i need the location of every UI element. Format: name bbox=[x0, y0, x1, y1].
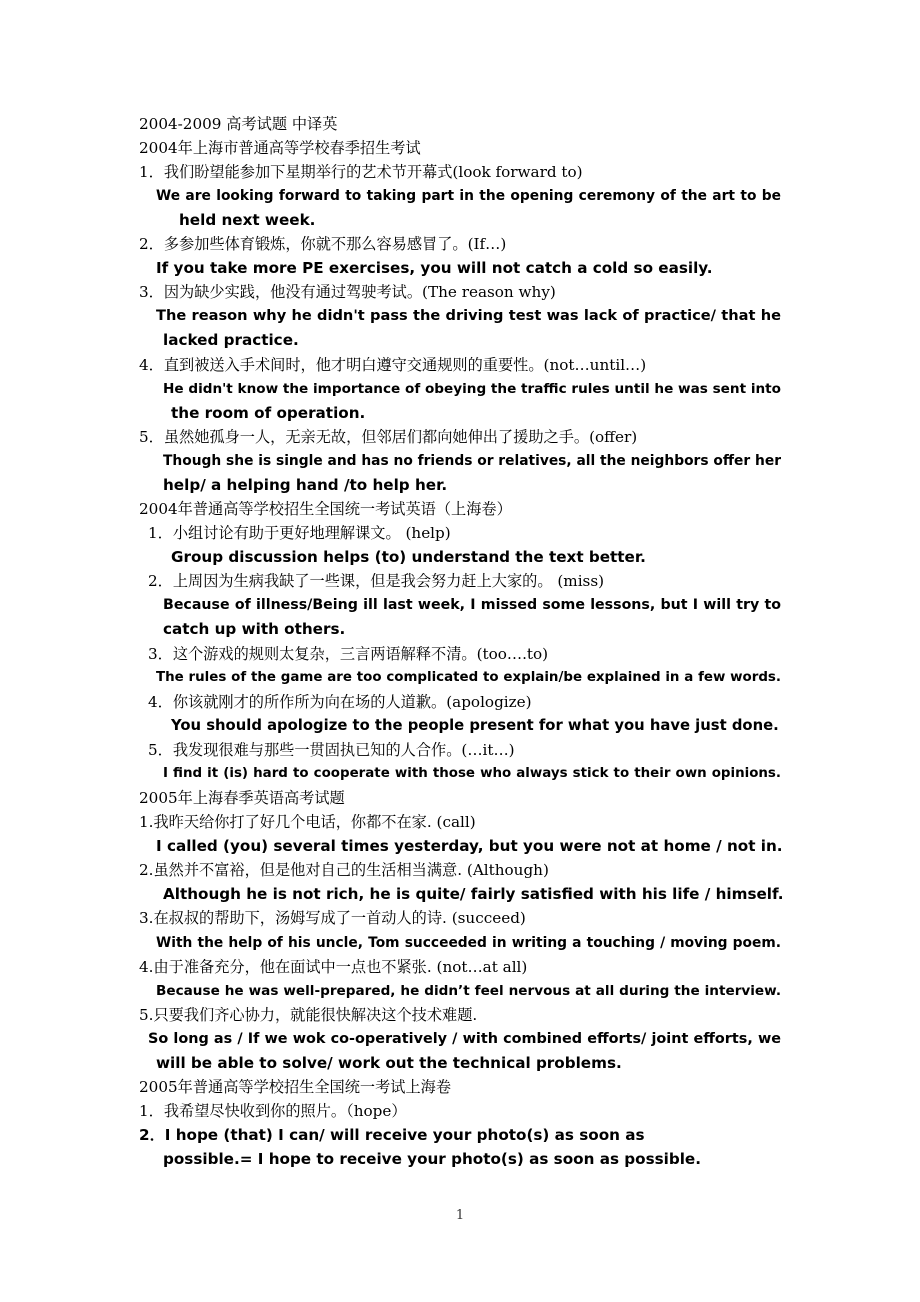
question-line: 3．因为缺少实践，他没有通过驾驶考试。(The reason why) bbox=[139, 283, 556, 301]
answer-line: held next week. bbox=[179, 211, 316, 229]
answer-line: Though she is single and has no friends or relatives, all the neighbors offer her bbox=[163, 453, 781, 469]
answer-line: lacked practice. bbox=[163, 331, 299, 349]
question-line: 5.只要我们齐心协力，就能很快解决这个技术难题. bbox=[139, 1006, 478, 1024]
document-title: 2004-2009 高考试题 中译英 bbox=[139, 115, 338, 133]
answer-line: possible.= I hope to receive your photo(s) as soon as possible. bbox=[163, 1150, 702, 1168]
section-heading: 2004年上海市普通高等学校春季招生考试 bbox=[139, 139, 421, 157]
answer-line: Group discussion helps (to) understand the text better. bbox=[171, 548, 646, 566]
section-heading: 2004年普通高等学校招生全国统一考试英语（上海卷） bbox=[139, 500, 512, 518]
answer-line: Although he is not rich, he is quite/ fairly satisfied with his life / himself. bbox=[163, 885, 784, 903]
answer-line: Because of illness/Being ill last week, I missed some lessons, but I will try to bbox=[163, 597, 781, 613]
question-line: 2.虽然并不富裕，但是他对自己的生活相当满意. (Although) bbox=[139, 861, 549, 879]
answer-line: 2．I hope (that) I can/ will receive your photo(s) as soon as bbox=[139, 1126, 645, 1144]
answer-line: help/ a helping hand /to help her. bbox=[163, 476, 448, 494]
question-line: 2．上周因为生病我缺了一些课，但是我会努力赶上大家的。 (miss) bbox=[148, 572, 605, 590]
answer-line: He didn't know the importance of obeying the traffic rules until he was sent into bbox=[163, 381, 781, 397]
answer-line: catch up with others. bbox=[163, 620, 346, 638]
section-heading: 2005年上海春季英语高考试题 bbox=[139, 789, 345, 807]
question-line: 4．直到被送入手术间时，他才明白遵守交通规则的重要性。(not…until…) bbox=[139, 356, 647, 374]
answer-line: With the help of his uncle, Tom succeeded in writing a touching / moving poem. bbox=[156, 935, 781, 951]
section-heading: 2005年普通高等学校招生全国统一考试上海卷 bbox=[139, 1078, 452, 1096]
answer-line: So long as / If we wok co-operatively / with combined efforts/ joint efforts, we bbox=[148, 1031, 781, 1047]
question-line: 1．我们盼望能参加下星期举行的艺术节开幕式(look forward to) bbox=[139, 163, 583, 181]
question-line: 1.我昨天给你打了好几个电话，你都不在家. (call) bbox=[139, 813, 476, 831]
answer-line: If you take more PE exercises, you will not catch a cold so easily. bbox=[156, 259, 713, 277]
answer-line: the room of operation. bbox=[171, 404, 366, 422]
answer-line: The rules of the game are too complicated to explain/be explained in a few words. bbox=[156, 670, 781, 685]
question-line: 1．我希望尽快收到你的照片。（hope） bbox=[139, 1102, 407, 1120]
question-line: 5．我发现很难与那些一贯固执已知的人合作。(…it…) bbox=[148, 741, 515, 759]
answer-line: The reason why he didn't pass the driving test was lack of practice/ that he bbox=[156, 307, 781, 324]
answer-line: I called (you) several times yesterday, but you were not at home / not in. bbox=[156, 837, 783, 855]
page-number: 1 bbox=[455, 1208, 465, 1223]
question-line: 4．你该就刚才的所作所为向在场的人道歉。(apologize) bbox=[148, 693, 532, 711]
question-line: 1．小组讨论有助于更好地理解课文。 (help) bbox=[148, 524, 451, 542]
answer-line: will be able to solve/ work out the technical problems. bbox=[156, 1054, 622, 1072]
question-line: 3．这个游戏的规则太复杂，三言两语解释不清。(too….to) bbox=[148, 645, 549, 663]
question-line: 5．虽然她孤身一人，无亲无故，但邻居们都向她伸出了援助之手。(offer) bbox=[139, 428, 638, 446]
answer-line: I find it (is) hard to cooperate with those who always stick to their own opinions. bbox=[163, 766, 781, 781]
question-line: 3.在叔叔的帮助下，汤姆写成了一首动人的诗. (succeed) bbox=[139, 909, 526, 927]
question-line: 2．多参加些体育锻炼，你就不那么容易感冒了。(If…) bbox=[139, 235, 507, 253]
answer-line: You should apologize to the people present for what you have just done. bbox=[171, 717, 779, 734]
question-line: 4.由于准备充分，他在面试中一点也不紧张. (not…at all) bbox=[139, 958, 528, 976]
answer-line: Because he was well-prepared, he didn’t feel nervous at all during the interview. bbox=[156, 983, 781, 999]
answer-line: We are looking forward to taking part in the opening ceremony of the art to be bbox=[156, 188, 781, 204]
